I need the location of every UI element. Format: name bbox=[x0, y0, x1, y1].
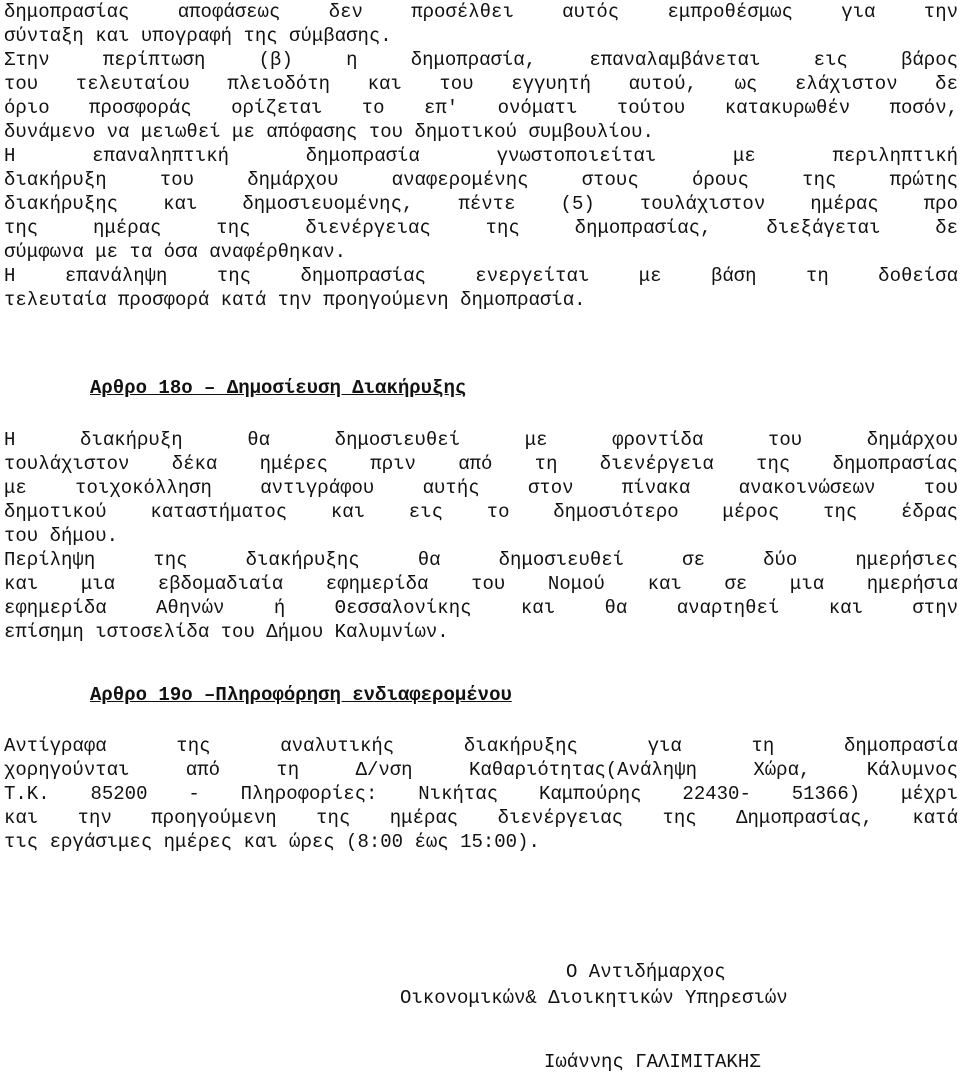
text-line: της ημέρας της διενέργειας της δημοπρασίας, διεξάγεται δε bbox=[4, 217, 958, 239]
text-line: Περίληψη της διακήρυξης θα δημοσιευθεί σε δύο ημερήσιες bbox=[4, 549, 958, 571]
text-line: Η επανάληψη της δημοπρασίας ενεργείται με βάση τη δοθείσα bbox=[4, 265, 958, 287]
text-line: δημοτικού καταστήματος και εις το δημοσιότερο μέρος της έδρας bbox=[4, 501, 958, 523]
text-line: διακήρυξη του δημάρχου αναφερομένης στους όρους της πρώτης bbox=[4, 169, 958, 191]
signature-name: Ιωάννης ΓΑΛΙΜΙΤΑΚΗΣ bbox=[544, 1051, 761, 1073]
text-line: Η διακήρυξη θα δημοσιευθεί με φροντίδα του δημάρχου bbox=[4, 429, 958, 451]
article-18-heading: Αρθρο 18ο – Δημοσίευση Διακήρυξης bbox=[90, 377, 467, 399]
text-line: και την προηγούμενη της ημέρας διενέργειας της Δημοπρασίας, κατά bbox=[4, 807, 958, 829]
text-line: Τ.Κ. 85200 - Πληροφορίες: Νικήτας Καμπούρης 22430- 51366) μέχρι bbox=[4, 783, 958, 805]
article-19-body bbox=[4, 734, 958, 854]
text-line: εφημερίδα Αθηνών ή Θεσσαλονίκης και θα αναρτηθεί και στην bbox=[4, 597, 958, 619]
text-line: επίσημη ιστοσελίδα του Δήμου Καλυμνίων. bbox=[4, 621, 449, 643]
text-line: τελευταία προσφορά κατά την προηγούμενη δημοπρασία. bbox=[4, 289, 586, 311]
text-line: δυνάμενο να μειωθεί με απόφασης του δημοτικού συμβουλίου. bbox=[4, 121, 654, 143]
text-line: του τελευταίου πλειοδότη και του εγγυητή αυτού, ως ελάχιστον δε bbox=[4, 73, 958, 95]
text-line: με τοιχοκόλληση αντιγράφου αυτής στον πίνακα ανακοινώσεων του bbox=[4, 477, 958, 499]
text-line: διακήρυξης και δημοσιευομένης, πέντε (5) τουλάχιστον ημέρας προ bbox=[4, 193, 958, 215]
intro-section bbox=[4, 0, 958, 312]
text-line: και μια εβδομαδιαία εφημερίδα του Νομού και σε μια ημερήσια bbox=[4, 573, 958, 595]
text-line: τις εργάσιμες ημέρες και ώρες (8:00 έως 15:00). bbox=[4, 831, 540, 853]
text-line: τουλάχιστον δέκα ημέρες πριν από τη διενέργεια της δημοπρασίας bbox=[4, 453, 958, 475]
text-line: όριο προσφοράς ορίζεται το επ' ονόματι τούτου κατακυρωθέν ποσόν, bbox=[4, 97, 958, 119]
text-line: Στην περίπτωση (β) η δημοπρασία, επαναλαμβάνεται εις βάρος bbox=[4, 49, 958, 71]
text-line: σύμφωνα με τα όσα αναφέρθηκαν. bbox=[4, 241, 347, 263]
text-line: του δήμου. bbox=[4, 525, 119, 547]
text-line: δημοπρασίας αποφάσεως δεν προσέλθει αυτός εμπροθέσμως για την bbox=[4, 1, 958, 23]
signature-department: Οικονομικών& Διοικητικών Υπηρεσιών bbox=[400, 987, 788, 1009]
text-line: Αντίγραφα της αναλυτικής διακήρυξης για τη δημοπρασία bbox=[4, 735, 958, 757]
text-line: σύνταξη και υπογραφή της σύμβασης. bbox=[4, 25, 392, 47]
text-line: χορηγούνται από τη Δ/νση Καθαριότητας(Ανάληψη Χώρα, Κάλυμνος bbox=[4, 759, 958, 781]
signature-title: Ο Αντιδήμαρχος bbox=[566, 961, 726, 983]
article-18-body bbox=[4, 428, 958, 644]
article-19-heading: Αρθρο 19ο –Πληροφόρηση ενδιαφερομένου bbox=[90, 684, 512, 706]
text-line: Η επαναληπτική δημοπρασία γνωστοποιείται με περιληπτική bbox=[4, 145, 958, 167]
